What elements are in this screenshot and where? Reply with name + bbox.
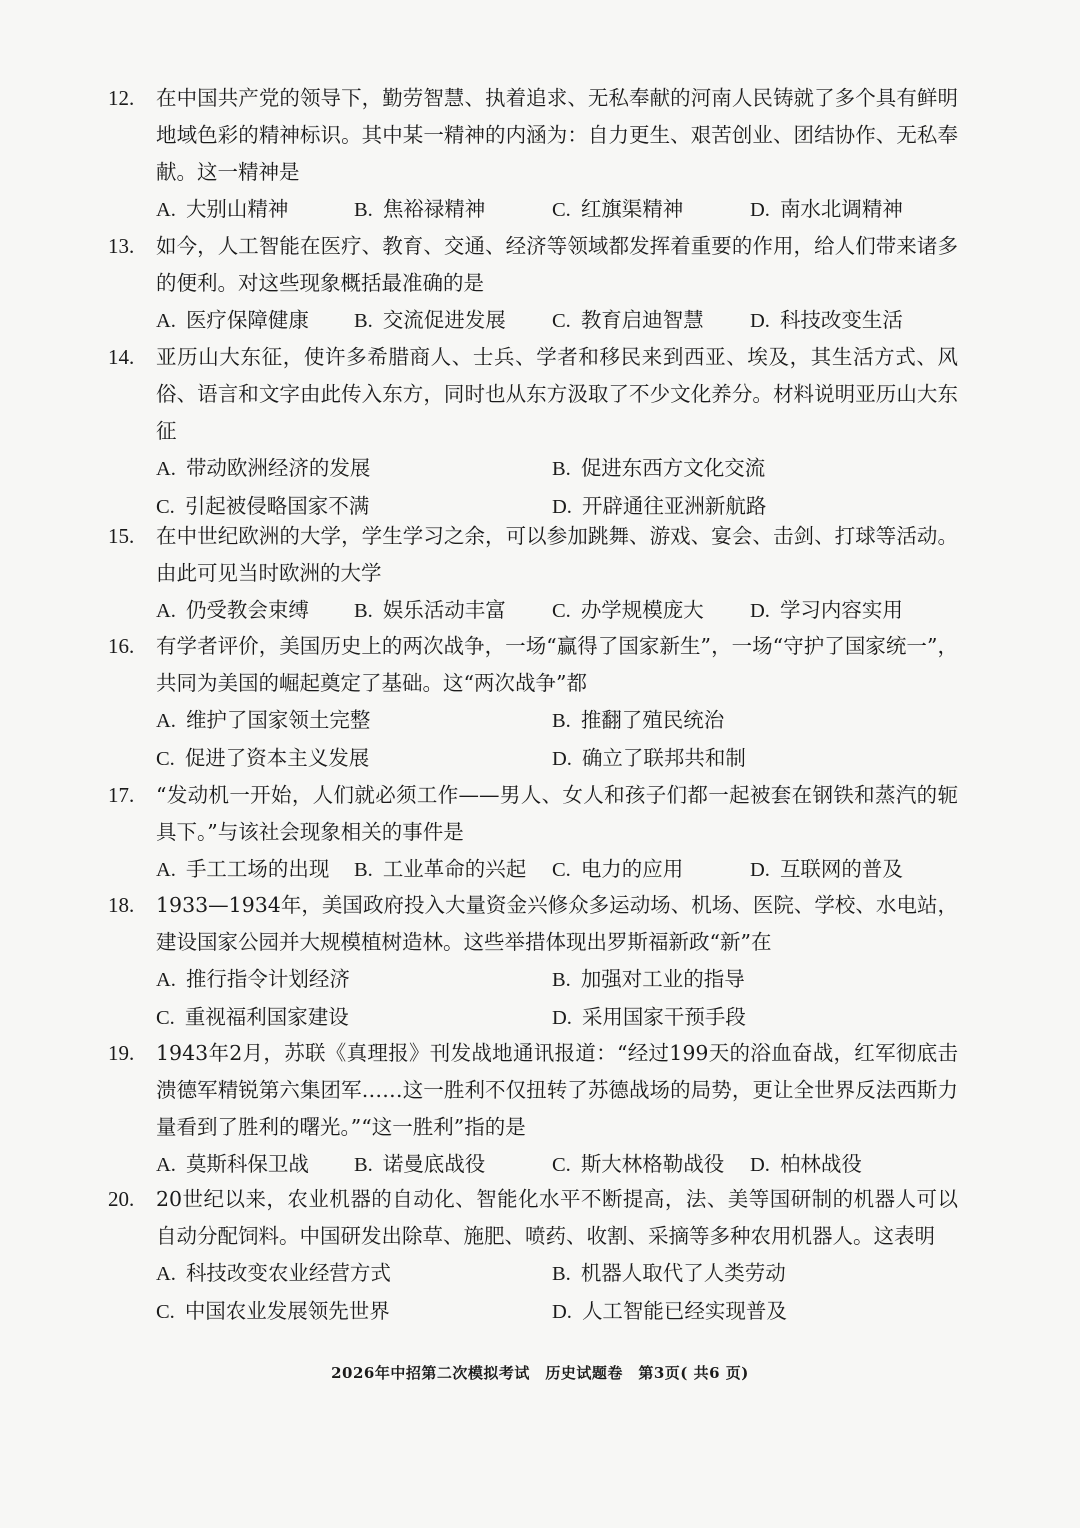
question-13 [108,228,958,340]
question-16 [108,628,958,778]
option-list [156,1146,958,1184]
question-number: 19. [108,1041,135,1065]
option-list [156,450,958,526]
option-d[interactable]: D. 互联网的普及 [750,857,903,881]
option-list [156,1255,958,1331]
option-c[interactable]: C. 重视福利国家建设 [156,1005,349,1029]
page-footer: 2026年中招第二次模拟考试 历史试题卷 第3页( 共6 页) [331,1364,749,1382]
option-a[interactable]: A. 仍受教会束缚 [156,598,309,622]
option-list [156,851,958,889]
option-b[interactable]: B. 工业革命的兴起 [354,857,527,881]
question-stem: 亚历山大东征，使许多希腊商人、士兵、学者和移民来到西亚、埃及，其生活方式、风俗、语言和文字由此传入东方，同时也从东方汲取了不少文化养分。材料说明亚历山大东征 [156,345,958,443]
question-14 [108,339,958,526]
option-list [156,961,958,1037]
option-c[interactable]: C. 促进了资本主义发展 [156,746,370,770]
question-stem: 有学者评价，美国历史上的两次战争，一场“赢得了国家新生”，一场“守护了国家统一”，共同为美国的崛起奠定了基础。这“两次战争”都 [156,634,958,695]
option-b[interactable]: B. 交流促进发展 [354,308,506,332]
question-number: 13. [108,234,135,258]
option-c[interactable]: C. 引起被侵略国家不满 [156,494,370,518]
option-d[interactable]: D. 学习内容实用 [750,598,903,622]
question-18 [108,887,958,1037]
question-19 [108,1035,958,1184]
option-list [156,592,958,630]
question-20 [108,1181,958,1331]
option-a[interactable]: A. 大别山精神 [156,197,289,221]
option-b[interactable]: B. 焦裕禄精神 [354,197,486,221]
option-a[interactable]: A. 科技改变农业经营方式 [156,1261,391,1285]
question-stem: “发动机一开始，人们就必须工作——男人、女人和孩子们都一起被套在钢铁和蒸汽的轭具下。”与该社会现象相关的事件是 [156,783,958,844]
option-d[interactable]: D. 采用国家干预手段 [552,1005,746,1029]
option-b[interactable]: B. 诺曼底战役 [354,1152,486,1176]
option-a[interactable]: A. 推行指令计划经济 [156,967,350,991]
option-c[interactable]: C. 电力的应用 [552,857,684,881]
option-a[interactable]: A. 医疗保障健康 [156,308,309,332]
option-d[interactable]: D. 科技改变生活 [750,308,903,332]
option-d[interactable]: D. 南水北调精神 [750,197,903,221]
question-stem: 20世纪以来，农业机器的自动化、智能化水平不断提高，法、美等国研制的机器人可以自动分配饲料。中国研发出除草、施肥、喷药、收割、采摘等多种农用机器人。这表明 [156,1187,958,1248]
option-a[interactable]: A. 维护了国家领土完整 [156,708,371,732]
option-c[interactable]: C. 斯大林格勒战役 [552,1152,725,1176]
question-number: 16. [108,634,135,658]
option-d[interactable]: D. 柏林战役 [750,1152,862,1176]
question-12 [108,80,958,229]
option-c[interactable]: C. 教育启迪智慧 [552,308,704,332]
option-list [156,702,958,778]
question-stem: 在中世纪欧洲的大学，学生学习之余，可以参加跳舞、游戏、宴会、击剑、打球等活动。由此可见当时欧洲的大学 [156,524,958,585]
option-a[interactable]: A. 手工工场的出现 [156,857,330,881]
option-c[interactable]: C. 红旗渠精神 [552,197,684,221]
option-c[interactable]: C. 办学规模庞大 [552,598,704,622]
option-d[interactable]: D. 确立了联邦共和制 [552,746,746,770]
option-list [156,302,958,340]
option-d[interactable]: D. 开辟通往亚洲新航路 [552,494,767,518]
question-stem: 1933—1934年，美国政府投入大量资金兴修众多运动场、机场、医院、学校、水电站，建设国家公园并大规模植树造林。这些举措体现出罗斯福新政“新”在 [156,893,958,954]
option-a[interactable]: A. 带动欧洲经济的发展 [156,456,371,480]
option-d[interactable]: D. 人工智能已经实现普及 [552,1299,787,1323]
option-b[interactable]: B. 推翻了殖民统治 [552,708,725,732]
option-b[interactable]: B. 娱乐活动丰富 [354,598,506,622]
option-b[interactable]: B. 促进东西方文化交流 [552,456,766,480]
question-number: 20. [108,1187,135,1211]
option-list [156,191,958,229]
option-c[interactable]: C. 中国农业发展领先世界 [156,1299,390,1323]
question-17 [108,777,958,889]
option-a[interactable]: A. 莫斯科保卫战 [156,1152,309,1176]
question-15 [108,518,958,630]
question-number: 18. [108,893,135,917]
question-number: 12. [108,86,135,110]
option-b[interactable]: B. 加强对工业的指导 [552,967,745,991]
question-number: 14. [108,345,135,369]
question-stem: 如今，人工智能在医疗、教育、交通、经济等领域都发挥着重要的作用，给人们带来诸多的便利。对这些现象概括最准确的是 [156,234,958,295]
question-number: 17. [108,783,135,807]
question-stem: 在中国共产党的领导下，勤劳智慧、执着追求、无私奉献的河南人民铸就了多个具有鲜明地域色彩的精神标识。其中某一精神的内涵为：自力更生、艰苦创业、团结协作、无私奉献。这一精神是 [156,86,958,184]
question-stem: 1943年2月，苏联《真理报》刊发战地通讯报道：“经过199天的浴血奋战，红军彻底击溃德军精锐第六集团军……这一胜利不仅扭转了苏德战场的局势，更让全世界反法西斯力量看到了胜利的曙光。”“这一胜利”指的是 [156,1041,958,1139]
question-number: 15. [108,524,135,548]
option-b[interactable]: B. 机器人取代了人类劳动 [552,1261,786,1285]
